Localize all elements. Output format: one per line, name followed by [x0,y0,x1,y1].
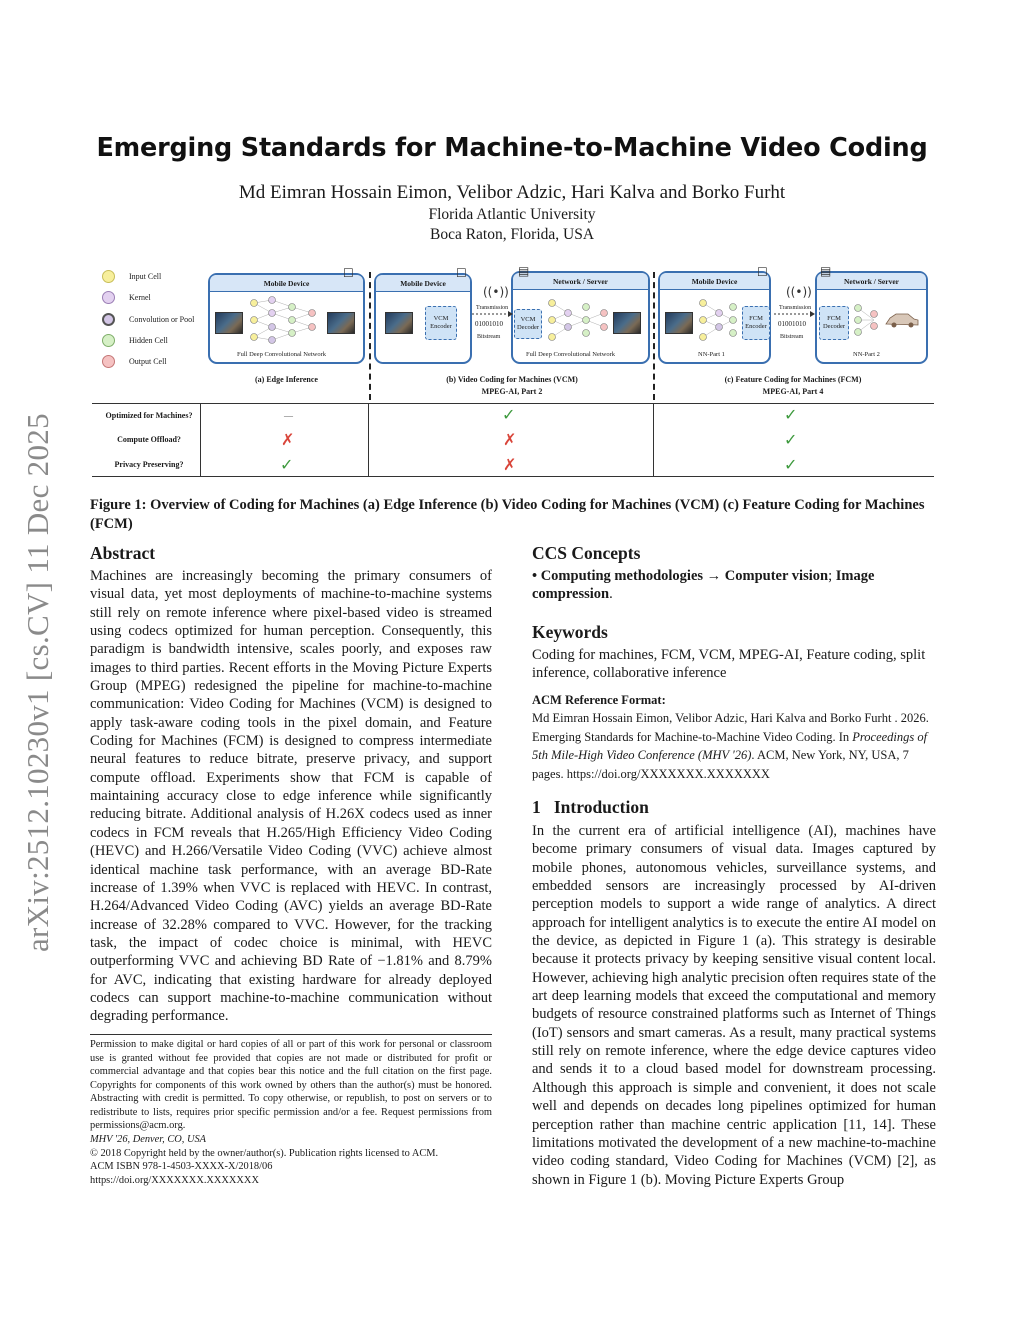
keywords-text: Coding for machines, FCM, VCM, MPEG-AI, Feature coding, split inference, collaborative inference [532,647,926,682]
kernel-swatch [102,291,115,304]
neural-network-part2-icon [852,298,882,342]
dash-mark: — [284,411,293,421]
neural-network-icon [546,295,612,345]
output-cell-swatch [102,355,115,368]
neural-network-part1-icon [697,295,739,345]
antenna-icon: ((•)) [483,285,509,299]
panel-divider [653,272,655,400]
acm-reference-text: Md Eimran Hossain Eimon, Velibor Adzic, Hari Kalva and Borko Furht . 2026. Emerging Standards for Machine-to-Machine Video Coding. In Proceedings of 5th Mile-High Video Conference (MHV '26). ACM, New York, NY, USA, 7 pages. https://doi.org/XXXXXXX.XXXXXXX [532,711,929,781]
input-cell-swatch [102,270,115,283]
vcm-encoder-block: VCM Encoder [425,306,457,340]
transmission-arrow [772,310,816,318]
bits-label: 01001010 [778,320,806,328]
input-image [215,312,243,334]
nn-part2-label: NN-Part 2 [853,351,880,358]
introduction-heading: 1 Introduction [532,797,649,817]
acm-reference-heading: ACM Reference Format: [532,693,666,707]
isbn-line: ACM ISBN 978-1-4503-XXXX-X/2018/06 [90,1161,273,1172]
row-compute-offload: Compute Offload? [117,435,181,444]
footnote-rule [90,1034,492,1035]
legend-item: Kernel [102,287,194,308]
box-title: Mobile Device [376,275,470,292]
cross-icon: ✗ [281,430,295,449]
full-dcn-label: Full Deep Convolutional Network [237,351,327,358]
cross-icon: ✗ [503,430,517,449]
mobile-phone-icon: ☐ [456,266,467,280]
permission-notice: Permission to make digital or hard copies of all or part of this work for personal or classroom use is granted without fee provided that copies are not made or distributed for profit or commercial advantage and that copies bear this notice and the full citation on the first page. Copyrights for components of this work owned by others than the author(s) must be honored. Abstracting with credit is permitted. To copy otherwise, or republish, to post on servers or to redistribute to lists, requires prior specific permission and/or a fee. Request permissions from permissions@acm.org. [90,1039,492,1131]
copyright-line: © 2018 Copyright held by the owner/author(s). Publication rights licensed to ACM. [90,1148,439,1159]
legend-item: Input Cell [102,266,194,287]
output-image [613,312,641,334]
input-image [385,312,413,334]
venue-line: MHV '26, Denver, CO, USA [90,1134,207,1145]
antenna-icon: ((•)) [786,285,812,299]
output-image [327,312,355,334]
car-output-icon [884,310,920,330]
figure-caption: Figure 1: Overview of Coding for Machines (a) Edge Inference (b) Video Coding for Machines (VCM) (c) Feature Coding for Machines (FCM) [90,497,925,532]
vcm-decoder-block: VCM Decoder [514,309,542,339]
nn-part1-label: NN-Part 1 [698,351,725,358]
figure-legend [102,266,194,372]
panel-divider [369,272,371,400]
box-title: Mobile Device [660,273,769,290]
transmission-arrow [470,310,514,318]
table-col-rule [653,403,654,476]
legend-item: Output Cell [102,351,194,372]
paper-title: Emerging Standards for Machine-to-Machine Video Coding [96,133,928,163]
legend-item: Hidden Cell [102,330,194,351]
table-col-rule [368,403,369,476]
mobile-phone-icon: ☐ [757,265,768,279]
hidden-cell-swatch [102,334,115,347]
affiliation: Florida Atlantic University [428,206,596,223]
check-icon: ✓ [502,405,516,424]
check-icon: ✓ [280,455,294,474]
ccs-heading: CCS Concepts [532,543,641,563]
check-icon: ✓ [784,405,798,424]
caption-fcm: (c) Feature Coding for Machines (FCM) MPEG-AI, Part 4 [724,375,862,396]
abstract-heading: Abstract [90,543,156,563]
table-bottom-rule [92,476,934,477]
row-privacy-preserving: Privacy Preserving? [114,460,184,469]
input-image [665,312,693,334]
conv-pool-swatch [102,313,115,326]
row-optimized-for-machines: Optimized for Machines? [105,411,193,420]
caption-vcm: (b) Video Coding for Machines (VCM) MPEG-AI, Part 2 [446,375,578,396]
check-icon: ✓ [784,430,798,449]
bitstream-label: Bitstream [780,334,804,340]
arxiv-identifier: arXiv:2512.10230v1 [cs.CV] 11 Dec 2025 [20,413,55,952]
server-icon: ▤ [518,264,530,278]
cross-icon: ✗ [503,455,517,474]
table-top-rule [92,403,934,404]
full-dcn-label: Full Deep Convolutional Network [526,351,616,358]
legend-item: Convolution or Pool [102,309,194,330]
mobile-phone-icon: ☐ [343,266,354,280]
fcm-encoder-block: FCM Encoder [742,306,770,340]
fcm-decoder-block: FCM Decoder [819,306,849,340]
bits-label: 01001010 [475,320,503,328]
transmission-label: Transmission [476,305,509,311]
location: Boca Raton, Florida, USA [429,226,595,243]
keywords-heading: Keywords [532,622,608,642]
box-title: Network / Server [817,273,926,290]
server-icon: ▤ [820,264,832,278]
bitstream-label: Bitstream [477,334,501,340]
box-title: Network / Server [513,273,648,290]
authors: Md Eimran Hossain Eimon, Velibor Adzic, Hari Kalva and Borko Furht [238,182,786,203]
introduction-text: In the current era of artificial intelligence (AI), machines have become primary consumers of visual data. Images captured by mobile phones, autonomous vehicles, surveillance systems, and embedded sensors are increasingly processed by AI-driven perception models to support a wide range of analytics. A direct approach for intelligent analytics is to execute the entire AI model on the device, as depicted in Figure 1 (a). This strategy is desirable because it protects privacy by keeping sensitive visual content local. However, achieving high analytic precision often requires state of the art deep learning models that exceed the computational and memory budgets of resource constrained platforms such as Internet of Things (IoT) sensors and smart cameras. As a result, many practical systems still rely on remote inference, where the edge device captures video and sends it to a cloud based model for downstream processing. Although this approach is simple and convenient, it does not scale well and depends on decades long pipelines optimized for human perception rather than machine centric application [11, 14]. These limitations motivated the development of a new machine-to-machine video coding standard, Video Coding for Machines (VCM) [2], as shown in Figure 1 (b). Moving Picture Experts Group [532,823,936,1188]
ccs-concepts: • Computing methodologies → Computer vision; Image compression. [532,568,875,603]
abstract-text: Machines are increasingly becoming the primary consumers of visual data, yet most deployments of machine-to-machine systems still rely on remote inference where pixel-based video is streamed using codecs optimized for human perception. Consequently, this paradigm is bandwidth intensive, scales poorly, and exposes raw images to third parties. Recent efforts in the Moving Picture Experts Group (MPEG) redesigned the pipeline for machine-to-machine communication: Video Coding for Machines (VCM) is designed to apply task-aware coding tools in the pixel domain, and Feature Coding for Machines (FCM) is designed to compress intermediate neural features to reduce bitrate, preserve privacy, and support compute offload. Experiments show that FCM is capable of maintaining accuracy close to edge inference while significantly reducing bitrate. Additional analysis of H.26X codecs used as inner codecs in FCM reveals that H.265/High Efficiency Video Coding (HEVC) and H.266/Versatile Video Coding (VVC) achieve almost identical machine task performance, with an average BD-Rate increase of 1.39% when VVC is replaced with HEVC. In contrast, H.264/Advanced Video Coding (AVC) yields an average BD-Rate increase of 32.28% compared to VVC. However, for the tracking task, the impact of codec choice is minimal, with HEVC outperforming VVC and achieving BD Rate of −1.81% and 8.79% for AVC, indicating that existing hardware for already deployed codecs can support machine-to-machine communication without degrading performance. [90,568,492,1025]
check-icon: ✓ [784,455,798,474]
caption-edge-inference: (a) Edge Inference [255,375,318,384]
neural-network-icon [248,295,324,345]
doi-line: https://doi.org/XXXXXXX.XXXXXXX [90,1175,259,1186]
box-title: Mobile Device [210,275,363,292]
transmission-label: Transmission [779,305,812,311]
